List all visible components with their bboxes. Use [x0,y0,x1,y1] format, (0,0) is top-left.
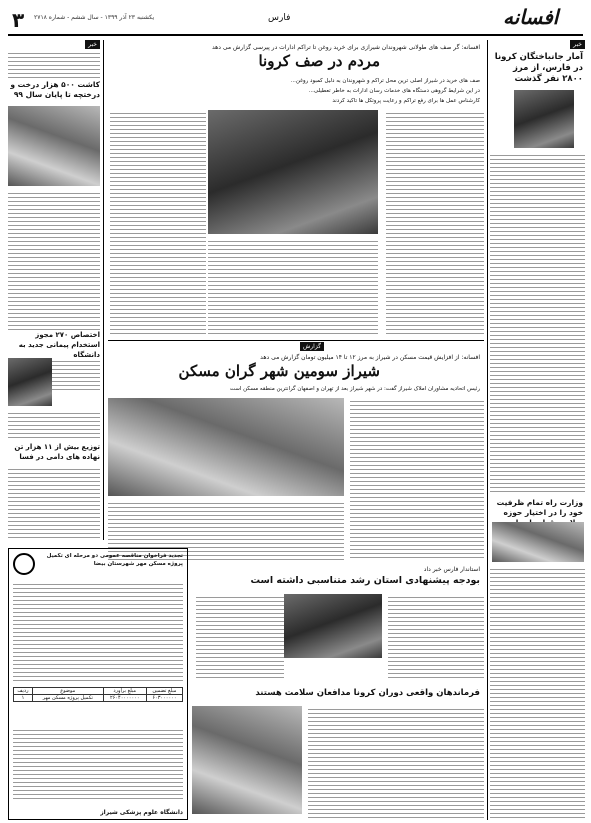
ad-th-3: موضوع [32,688,103,695]
fars-story [192,684,484,820]
report-kicker: افسانه: از افزایش قیمت مسکن در شیراز به مرز ۱۲ تا ۱۴ میلیون تومان گزارش می دهد [260,354,480,361]
meeting-photo [284,594,382,658]
right-column-headline: آمار جانباختگان کرونا در فارس، از مرز ۲۸۰۰ نفر گذشت [494,52,583,84]
ad-td-1: ۶۰۳۰۰۰۰۰۰ [146,695,182,702]
fars-title: فرماندهان واقعی دوران کرونا مدافعان سلامت هستند [255,688,480,698]
main-story-kicker: افسانه: گر صف های طولانی شهروندان شیرازی برای خرید روغن تا تراکم ادارات در پیرسی گزارش می دهد [211,44,480,51]
queue-photo [208,110,378,234]
ad-td-3: تکمیل پروژه مسکن مهر [32,695,103,702]
page-number: ۳ [12,8,25,32]
ad-title: تجدید فراخوان مناقصه عمومی دو مرحله ای تکمیل پروژه مسکن مهر شهرستان بیضا [46,553,183,567]
main-bullet-3: کارشناس عمل ها برای رفع تراکم و رعایت پروتکل ها تاکید کردند [332,98,480,104]
logo: افسانه [503,5,559,29]
report-title: شیراز سومین شهر گران مسکن [178,362,380,380]
nursery-photo [8,106,100,186]
left-column-label: خبر [85,40,100,49]
ad-th-1: مبلغ تضمین [146,688,182,695]
ad-footer: دانشگاه علوم پزشکی شیراز [100,809,183,816]
main-bullet-1: صف های خرید در شیراز اصلی ترین محل تراکم و شهروندان به دلیل کمبود روغن... [290,78,480,84]
portrait-photo [8,358,52,406]
budget-kicker: استاندار فارس خبر داد [423,566,480,573]
right-column-label: خبر [570,40,585,49]
budget-story [192,566,484,678]
left-headline-trees: کاشت ۵۰۰ هزار درخت و درختچه تا پایان سال ۹۹ [10,80,100,99]
report-lead: رئیس اتحادیه مشاوران املاک شیراز گفت: در شهر شیراز بعد از تهران و اصفهان گرانترین منطقه مسکن است [229,386,480,392]
officials-walk-photo [192,706,302,814]
left-headline-feed: توزیع بیش از ۱۱ هزار تن نهاده های دامی در فسا [14,443,100,461]
section-name: فارس [268,13,291,23]
ad-th-2: مبلغ برآورد [103,688,146,695]
left-column [8,40,100,540]
ad-th-4: ردیف [14,688,33,695]
main-bullet-2: در این شرایط گروهی دستگاه های خدمات رسان ادارات به خاطر تعطیلی... [308,88,480,94]
ad-td-2: ۲۶۰۴۰۰۰۰۰۰۰ [103,695,146,702]
ad-table [13,687,183,702]
right-sub-headline: وزارت راه تمام ظرفیت خود را در اختیار حوزه [496,498,583,517]
report-story [108,342,484,560]
ministers-photo [492,522,584,562]
left-headline-hiring: اختصاص ۲۷۰ مجوز استخدام پیمانی جدید به دانشگاه [8,330,100,360]
tender-ad [8,548,188,820]
main-story-title: مردم در صف کرونا [258,52,380,70]
university-logo-icon [13,553,35,575]
report-label: گزارش [300,342,324,351]
ad-td-4: ۱ [14,695,33,702]
official-photo [514,90,574,148]
right-column [490,40,585,820]
issue-date: یکشنبه ۲۳ آذر ۱۳۹۹ - سال ششم - شماره ۲۷۱۸ [34,14,155,21]
main-story [108,40,484,340]
budget-title: بودجه پیشنهادی استان رشد متناسبی داشته است [250,575,480,586]
city-skyline-photo [108,398,344,496]
page-header [0,0,591,38]
